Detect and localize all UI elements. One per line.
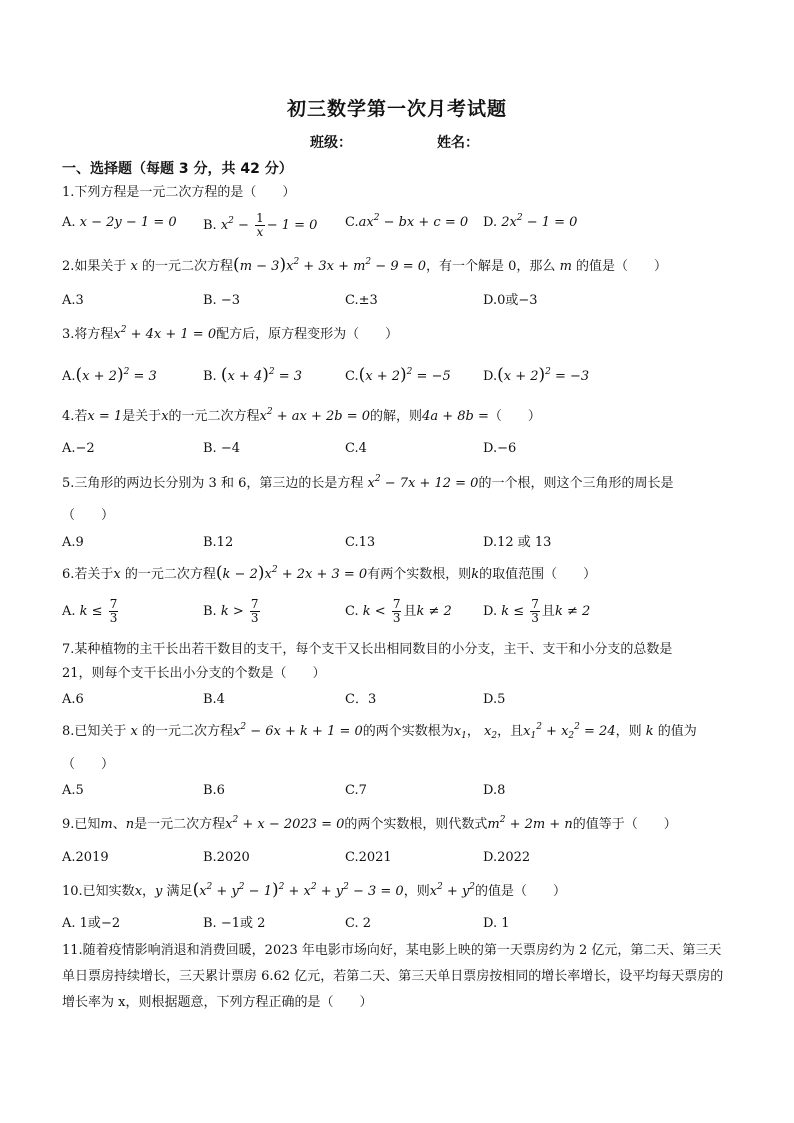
question-6-options (62, 598, 732, 630)
option-a: A.9 (62, 535, 84, 550)
question-2-options (62, 290, 732, 314)
option-b: B. −3 (203, 293, 240, 308)
option-c: $C.ax^2$ − bx + c = 0 (345, 213, 469, 230)
option-b: B.12 (203, 535, 234, 550)
option-c: C. k < $\frac{7}{3}$ 且k ≠ 2 (345, 597, 452, 625)
option-d: D. k ≤ $\frac{7}{3}$ 且k ≠ 2 (483, 597, 591, 625)
option-a: A.6 (62, 692, 84, 707)
question-10: 10.已知实数x，y 满足$(x^2 + y^2 - 1)^2 + x^2 + y^2 - 3 = 0$，则$x^2 + y^2$的值是（ ） (62, 880, 567, 900)
question-5: 5.三角形的两边长分别为 3 和 6，第三边的长是方程 $x^2 - 7x + 12 = 0$的一个根，则这个三角形的周长是 (62, 474, 674, 491)
option-b: B. $x^2$ − $\frac{1}{x}$ − 1 = 0 (203, 211, 318, 239)
option-d: D. 1 (483, 916, 510, 931)
option-b: B. −1或 2 (203, 916, 266, 931)
question-9-options (62, 847, 732, 871)
option-a: A.5 (62, 783, 84, 798)
question-5-line-2: （ ） (62, 508, 115, 523)
option-a: $A.(x + 2)^2 = 3$ (62, 365, 157, 385)
option-d: D.12 或 13 (483, 535, 552, 550)
option-b: B.4 (203, 692, 225, 707)
question-5-options (62, 532, 732, 556)
option-c: C．3 (345, 692, 377, 707)
option-d: D. $2x^2 - 1 = 0$ (483, 213, 578, 230)
question-11: 11.随着疫情影响消退和消费回暖，2023 年电影市场向好，某电影上映的第一天票房约为 2 亿元，第二天、第三天单日票房持续增长，三天累计票房 6.62 亿元，若第二天、第三天单日票房按相同的增长率增长，设平均每天票房的增长率为 x，则根据题意，下列方程正确的是（ ） (62, 943, 724, 1010)
option-b: B.2020 (203, 850, 250, 865)
question-7-options (62, 689, 732, 713)
option-b: B. k > $\frac{7}{3}$ (203, 597, 259, 625)
option-d: D.−6 (483, 441, 517, 456)
option-c: $C.(x + 2)^2 = -5$ (345, 365, 451, 385)
question-1: 1.下列方程是一元二次方程的是（ ） (62, 185, 296, 200)
option-c: C.4 (345, 441, 367, 456)
question-10-options (62, 913, 732, 937)
option-a: A.−2 (62, 441, 95, 456)
question-4: 4.若x = 1是关于x的一元二次方程$x^2$ + ax + 2b = 0的解，则4a + 8b =（ ） (62, 407, 541, 424)
option-b: B. −4 (203, 441, 240, 456)
option-b: B.6 (203, 783, 225, 798)
class-label: 班级： (310, 135, 352, 151)
option-b: B. $(x + 4)^2 = 3$ (203, 365, 303, 385)
option-a: A. 1或−2 (62, 916, 121, 931)
question-8-options (62, 780, 732, 804)
option-c: C.2021 (345, 850, 392, 865)
question-7-line-1: 7.某种植物的主干长出若干数目的支干，每个支干又长出相同数目的小分支，主干、支干和小分支的总数是 (62, 642, 673, 657)
question-8-line-2: （ ） (62, 757, 115, 772)
option-a: A.3 (62, 293, 84, 308)
page-title: 初三数学第一次月考试题 (286, 98, 507, 120)
option-d: D.2022 (483, 850, 531, 865)
option-c: C.7 (345, 783, 367, 798)
option-a: A.2019 (62, 850, 109, 865)
question-3: 3.将方程$x^2 + 4x + 1 = 0$配方后，原方程变形为（ ） (62, 325, 399, 342)
name-label: 姓名： (437, 135, 479, 151)
option-d: D.5 (483, 692, 506, 707)
question-2: 2.如果关于 x 的一元二次方程$(m - 3)x^2 + 3x + m^2 - 9 = 0$，有一个解是 0，那么 m 的值是（ ） (62, 255, 668, 275)
option-c: C.±3 (345, 293, 378, 308)
question-9: 9.已知m、n是一元二次方程$x^2 + x - 2023 = 0$的两个实数根，则代数式$m^2 + 2m + n$的值等于（ ） (62, 815, 677, 832)
option-d: D.8 (483, 783, 506, 798)
option-a: A. x − 2y − 1 = 0 (62, 215, 177, 230)
option-d: D.0或−3 (483, 293, 538, 308)
option-a: A. k ≤ $\frac{7}{3}$ (62, 597, 118, 625)
section-heading: 一、选择题（每题 3 分，共 42 分） (62, 161, 293, 177)
option-d: $D.(x + 2)^2 = -3$ (483, 365, 590, 385)
question-1-options (62, 211, 732, 239)
option-c: C.13 (345, 535, 376, 550)
question-6: 6.若关于x 的一元二次方程$(k - 2)x^2 + 2x + 3 = 0$有两个实数根，则k的取值范围（ ） (62, 563, 597, 583)
question-8: 8.已知关于 x 的一元二次方程$x^2 - 6x + k + 1 = 0$的两个实数根为$x_1$， $x_2$，且$x_1^2 + x_2^2 = 24$，则 k 的值为 (62, 722, 697, 741)
question-3-options (62, 364, 732, 388)
option-c: C. 2 (345, 916, 372, 931)
question-4-options (62, 438, 732, 462)
question-7-line-2: 21，则每个支干长出小分支的个数是（ ） (62, 666, 326, 681)
